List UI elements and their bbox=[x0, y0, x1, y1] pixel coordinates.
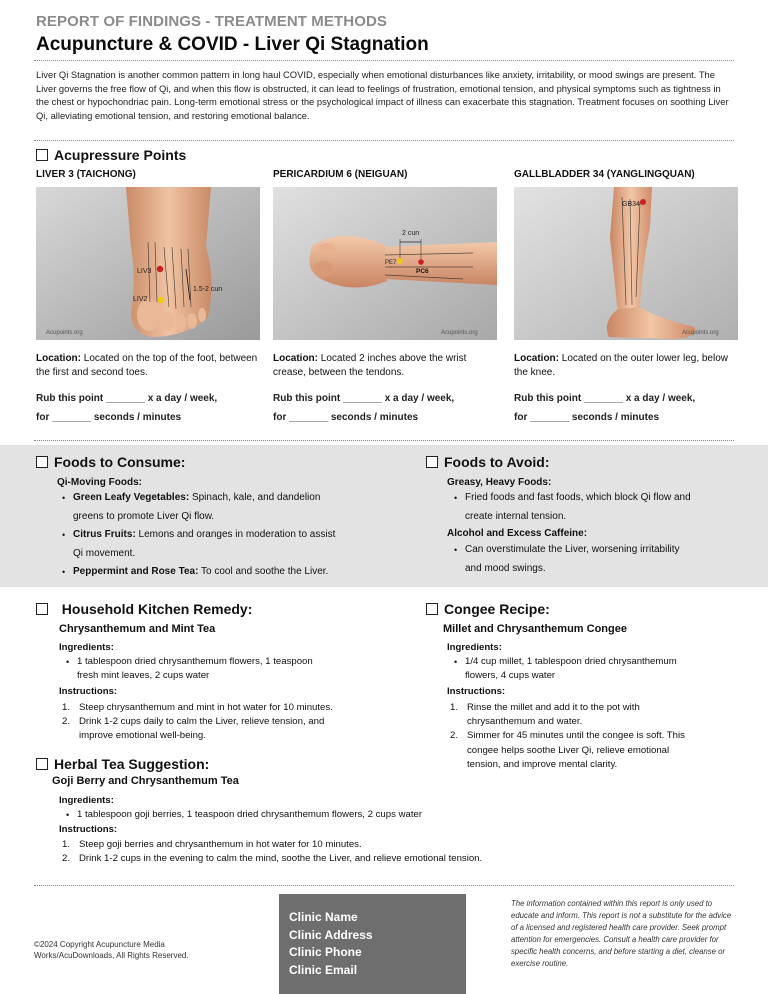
congee-ingredients-list bbox=[452, 655, 752, 683]
list-item: 2. Drink 1-2 cups in the evening to calm the mind, soothe the Liver, and relieve emotional tension. bbox=[62, 853, 483, 865]
consume-subheading: Qi-Moving Foods: bbox=[57, 477, 142, 488]
clinic-info-box bbox=[279, 894, 466, 994]
liver3-point-image bbox=[36, 187, 260, 340]
gallbladder34-location: Location: Located on the outer lower leg, below the knee. bbox=[514, 353, 729, 378]
pericardium6-location: Location: Located 2 inches above the wrist crease, between the tendons. bbox=[273, 353, 467, 378]
pericardium6-duration-line[interactable]: for _______ seconds / minutes bbox=[273, 412, 419, 423]
list-item: 2. Simmer for 45 minutes until the congee is soft. This congee helps soothe Liver Qi, relieve emotional tension, and improve mental clarity. bbox=[450, 730, 685, 770]
foods-to-consume-heading: Foods to Consume: bbox=[36, 454, 185, 470]
divider bbox=[34, 885, 734, 886]
herbal-instructions-label: Instructions: bbox=[59, 824, 118, 835]
acupressure-heading: Acupressure Points bbox=[36, 147, 186, 163]
foods-to-avoid-heading: Foods to Avoid: bbox=[426, 454, 550, 470]
clinic-address: Clinic Address bbox=[289, 927, 373, 942]
herbal-tea-title: Goji Berry and Chrysanthemum Tea bbox=[52, 775, 239, 787]
congee-recipe-heading: Congee Recipe: bbox=[426, 601, 550, 617]
congee-ingredients-label: Ingredients: bbox=[447, 642, 502, 653]
acupressure-checkbox[interactable] bbox=[36, 149, 48, 161]
image-watermark: Acupoints.org bbox=[46, 330, 83, 336]
avoid-subheading-greasy: Greasy, Heavy Foods: bbox=[447, 477, 552, 488]
image-label: LIV2 bbox=[133, 296, 148, 303]
list-item: • Can overstimulate the Liver, worsening irritability and mood swings. bbox=[452, 541, 752, 578]
intro-paragraph: Liver Qi Stagnation is another common pattern in long haul COVID, especially when emotional disturbances like anxiety, irritability, or mood swings are present. The Liver governs the free flow of Qi, and when this flow is obstructed, it can lead to feelings of frustration, emotional tension, and physical symptoms such as tightness in the chest or hypochondriac pain. Long-term emotional stress or the psychological impact of illness can exacerbate this stagnation. Treatment focuses on soothing Liver Qi, alleviating emotional tension, and restoring emotional balance. bbox=[36, 69, 729, 121]
herbal-ingredients-label: Ingredients: bbox=[59, 795, 114, 806]
clinic-email: Clinic Email bbox=[289, 962, 358, 977]
list-item: • Citrus Fruits: Lemons and oranges in moderation to assist Qi movement. bbox=[60, 526, 378, 563]
consume-list bbox=[60, 489, 378, 582]
kitchen-remedy-heading: Household Kitchen Remedy: bbox=[36, 601, 252, 617]
list-item: • Green Leafy Vegetables: Spinach, kale, and dandelion greens to promote Liver Qi flow. bbox=[60, 489, 378, 526]
kitchen-remedy-title: Chrysanthemum and Mint Tea bbox=[59, 623, 216, 635]
copyright-notice: ©2024 Copyright Acupuncture Media Works/AcuDownloads, All Rights Reserved. bbox=[34, 940, 189, 960]
liver3-duration-line[interactable]: for _______ seconds / minutes bbox=[36, 412, 182, 423]
avoid-list-alcohol bbox=[452, 541, 752, 578]
congee-recipe-checkbox[interactable] bbox=[426, 603, 438, 615]
image-label: LIV3 bbox=[137, 268, 152, 275]
divider bbox=[34, 60, 734, 61]
image-label: PC6 bbox=[416, 268, 429, 275]
point-name-pericardium6: PERICARDIUM 6 (NEIGUAN) bbox=[273, 169, 408, 180]
herbal-instructions-list bbox=[62, 838, 742, 866]
list-item: • 1/4 cup millet, 1 tablespoon dried chrysanthemum flowers, 4 cups water bbox=[452, 655, 752, 683]
point-name-gallbladder34: GALLBLADDER 34 (YANGLINGQUAN) bbox=[514, 169, 695, 180]
congee-instructions-label: Instructions: bbox=[447, 686, 506, 697]
kitchen-ingredients-label: Ingredients: bbox=[59, 642, 114, 653]
kitchen-remedy-checkbox[interactable] bbox=[36, 603, 48, 615]
divider bbox=[34, 140, 734, 141]
list-item: • Fried foods and fast foods, which block Qi flow and create internal tension. bbox=[452, 489, 752, 526]
list-item: • 1 tablespoon goji berries, 1 teaspoon dried chrysanthemum flowers, 2 cups water bbox=[64, 808, 744, 822]
avoid-subheading-alcohol: Alcohol and Excess Caffeine: bbox=[447, 528, 588, 539]
herbal-tea-checkbox[interactable] bbox=[36, 758, 48, 770]
herbal-ingredients-list bbox=[64, 808, 744, 822]
image-watermark: Acupoints.org bbox=[682, 330, 719, 336]
image-label: 2 cun bbox=[402, 230, 420, 237]
divider bbox=[34, 440, 734, 441]
foods-consume-checkbox[interactable] bbox=[36, 456, 48, 468]
image-label: PE7 bbox=[385, 260, 397, 266]
congee-recipe-title: Millet and Chrysanthemum Congee bbox=[443, 623, 627, 635]
disclaimer: The information contained within this report is only used to educate and inform. This report is not a substitute for the advice of a licensed and registered health care provider. Seek prompt attention for emergencies. Consult a health care provider for specific health concerns, and before starting a diet, cleanse or exercise routine. bbox=[511, 899, 732, 968]
list-item: 2. Drink 1-2 cups daily to calm the Liver, relieve tension, and improve emotional well-being. bbox=[62, 716, 325, 742]
liver3-location: Location: Located on the top of the foot, between the first and second toes. bbox=[36, 353, 258, 378]
list-item: 1. Steep chrysanthemum and mint in hot water for 10 minutes. bbox=[62, 702, 333, 713]
kitchen-ingredients-list bbox=[64, 655, 384, 683]
clinic-phone: Clinic Phone bbox=[289, 945, 362, 959]
kitchen-instructions-label: Instructions: bbox=[59, 686, 118, 697]
gallbladder34-point-image bbox=[514, 187, 738, 340]
herbal-tea-heading: Herbal Tea Suggestion: bbox=[36, 756, 209, 772]
list-item: • 1 tablespoon dried chrysanthemum flowers, 1 teaspoon fresh mint leaves, 2 cups water bbox=[64, 655, 384, 683]
pericardium6-point-image bbox=[273, 187, 497, 340]
pericardium6-rub-line[interactable]: Rub this point _______ x a day / week, bbox=[273, 393, 455, 404]
gallbladder34-rub-line[interactable]: Rub this point _______ x a day / week, bbox=[514, 393, 696, 404]
foods-avoid-checkbox[interactable] bbox=[426, 456, 438, 468]
list-item: • Peppermint and Rose Tea: To cool and soothe the Liver. bbox=[60, 563, 378, 582]
report-supertitle: REPORT OF FINDINGS - TREATMENT METHODS bbox=[36, 13, 388, 30]
clinic-name: Clinic Name bbox=[289, 910, 358, 924]
list-item: 1. Rinse the millet and add it to the pot with chrysanthemum and water. bbox=[450, 702, 640, 728]
image-label: GB34 bbox=[622, 201, 640, 208]
point-name-liver3: LIVER 3 (TAICHONG) bbox=[36, 169, 136, 180]
image-watermark: Acupoints.org bbox=[441, 330, 478, 336]
page-title: Acupuncture & COVID - Liver Qi Stagnation bbox=[36, 34, 429, 55]
congee-instructions-list bbox=[450, 701, 750, 772]
list-item: 1. Steep goji berries and chrysanthemum in hot water for 10 minutes. bbox=[62, 839, 362, 850]
gallbladder34-duration-line[interactable]: for _______ seconds / minutes bbox=[514, 412, 660, 423]
kitchen-instructions-list bbox=[62, 701, 382, 744]
liver3-rub-line[interactable]: Rub this point _______ x a day / week, bbox=[36, 393, 218, 404]
image-label: 1.5-2 cun bbox=[193, 286, 223, 293]
avoid-list-greasy bbox=[452, 489, 752, 526]
